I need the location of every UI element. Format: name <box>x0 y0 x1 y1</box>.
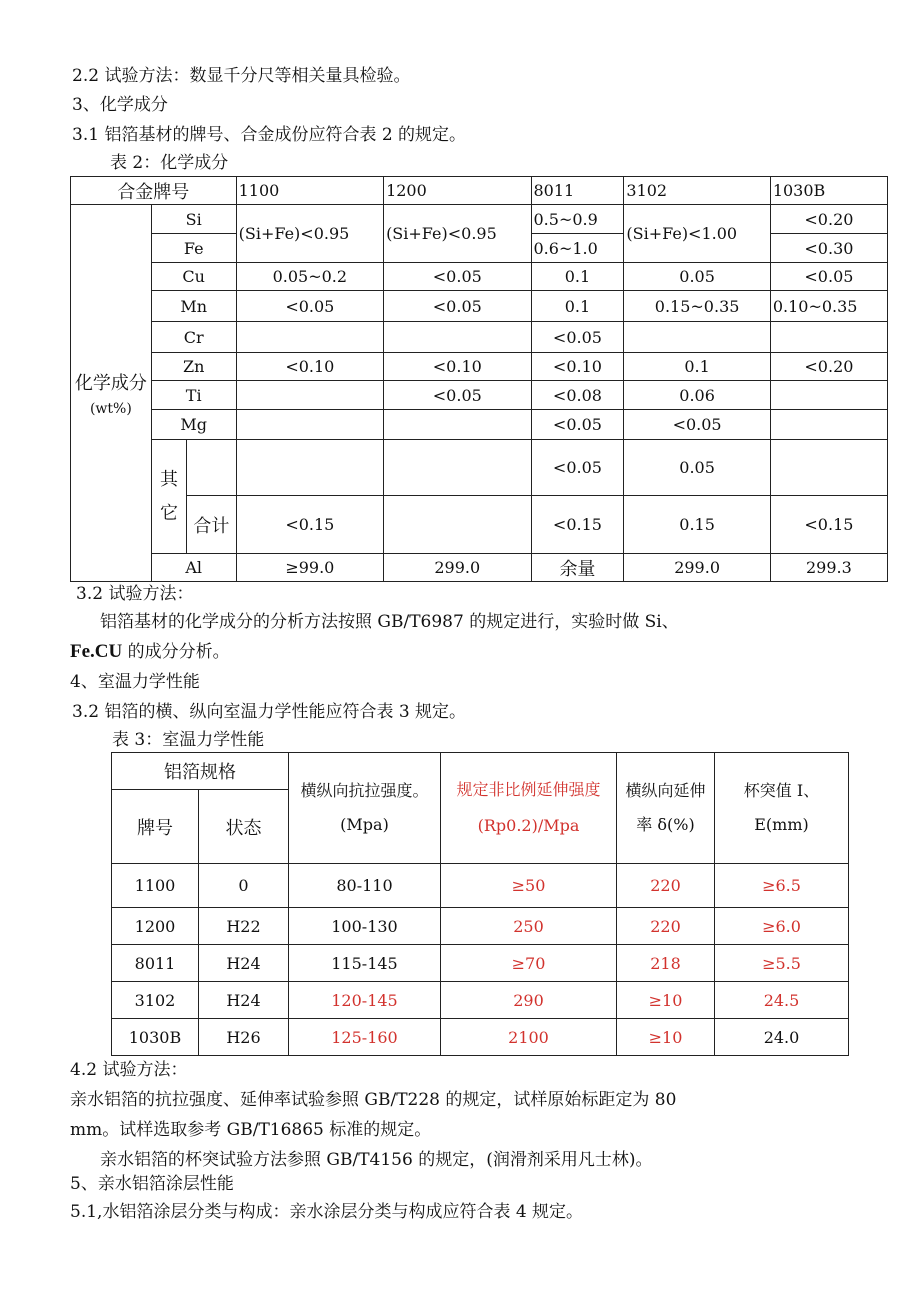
t3-r4-elong: ≥10 <box>617 982 715 1019</box>
t3-r4-tensile: 120-145 <box>289 982 441 1019</box>
cell-cu-3102: 0.05 <box>624 263 770 291</box>
t3-r4-grade: 3102 <box>112 982 199 1019</box>
cell-si-8011: 0.5~0.9 <box>531 205 624 234</box>
th-1200: 1200 <box>384 177 531 205</box>
t3-r3-elong: 218 <box>617 945 715 982</box>
t3-r5-proof: 2100 <box>441 1019 617 1056</box>
th-1100: 1100 <box>236 177 383 205</box>
cell-other-3102: 0.05 <box>624 440 770 496</box>
cell-fe-8011: 0.6~1.0 <box>531 234 624 263</box>
para-cup-method: 亲水铝箔的杯突试验方法参照 GB/T4156 的规定，(润滑剂采用凡士林)。 <box>100 1150 653 1170</box>
heading-chemical: 3、化学成分 <box>72 95 168 115</box>
cell-al-1100: ≥99.0 <box>236 554 383 582</box>
th-elong: 横纵向延伸率 δ(%) <box>617 753 715 864</box>
cell-al-1030b: 299.3 <box>770 554 887 582</box>
t3-r5-state: H26 <box>199 1019 289 1056</box>
t3-r2-grade: 1200 <box>112 908 199 945</box>
row-cu: Cu <box>151 263 236 291</box>
row-ti: Ti <box>151 381 236 410</box>
row-mg: Mg <box>151 410 236 440</box>
cell-si-1030b: <0.20 <box>770 205 887 234</box>
t3-r3-cup: ≥5.5 <box>715 945 849 982</box>
cell-ti-1200: <0.05 <box>384 381 531 410</box>
heading-mechanical: 4、室温力学性能 <box>70 672 200 692</box>
t3-r5-elong: ≥10 <box>617 1019 715 1056</box>
cell-total-3102: 0.15 <box>624 496 770 554</box>
para-5-1: 5.1,水铝箔涂层分类与构成：亲水涂层分类与构成应符合表 4 规定。 <box>70 1202 584 1222</box>
text-fecu: Fe.CU <box>70 641 123 662</box>
para-4-2: 4.2 试验方法： <box>70 1060 188 1080</box>
th-alloy: 合金牌号 <box>71 177 237 205</box>
cell-ti-1100 <box>236 381 383 410</box>
cell-other-1030b <box>770 440 887 496</box>
group-label-cell <box>71 205 152 582</box>
cell-fe-1030b: <0.30 <box>770 234 887 263</box>
t3-r5-grade: 1030B <box>112 1019 199 1056</box>
row-si: Si <box>151 205 236 234</box>
t3-r3-tensile: 115-145 <box>289 945 441 982</box>
row-fe: Fe <box>151 234 236 263</box>
para-tensile-method: 亲水铝箔的抗拉强度、延伸率试验参照 GB/T228 的规定，试样原始标距定为 80 <box>70 1090 677 1110</box>
cell-al-8011: 余量 <box>531 554 624 582</box>
cell-sife-1100: (Si+Fe)<0.95 <box>236 205 383 263</box>
th-tensile: 横纵向抗拉强度。(Mpa) <box>289 753 441 864</box>
t3-r3-state: H24 <box>199 945 289 982</box>
cell-ti-3102: 0.06 <box>624 381 770 410</box>
cell-zn-3102: 0.1 <box>624 353 770 381</box>
row-mn: Mn <box>151 291 236 322</box>
row-al: Al <box>151 554 236 582</box>
cell-sife-1200: (Si+Fe)<0.95 <box>384 205 531 263</box>
t3-r1-proof: ≥50 <box>441 864 617 908</box>
t3-r2-elong: 220 <box>617 908 715 945</box>
cell-zn-1030b: <0.20 <box>770 353 887 381</box>
group-label: 化学成分 <box>74 373 147 394</box>
cell-ti-8011: <0.08 <box>531 381 624 410</box>
cell-mn-3102: 0.15~0.35 <box>624 291 770 322</box>
table-mechanical-properties <box>111 752 849 1056</box>
para-3-2: 3.2 试验方法： <box>76 584 194 604</box>
text-fecu-rest: 的成分分析。 <box>122 642 230 662</box>
cell-al-3102: 299.0 <box>624 554 770 582</box>
cell-mg-1030b <box>770 410 887 440</box>
cell-cu-1100: 0.05~0.2 <box>236 263 383 291</box>
group-unit: (wt%) <box>89 401 132 417</box>
cell-total-1200 <box>384 496 531 554</box>
row-other-a: 其 <box>159 468 178 490</box>
cell-total-1100: <0.15 <box>236 496 383 554</box>
row-other-b: 它 <box>159 502 178 524</box>
row-zn: Zn <box>151 353 236 381</box>
t3-r1-grade: 1100 <box>112 864 199 908</box>
cell-zn-1200: <0.10 <box>384 353 531 381</box>
t3-r3-grade: 8011 <box>112 945 199 982</box>
row-total: 合计 <box>187 496 237 554</box>
cell-mn-1200: <0.05 <box>384 291 531 322</box>
th-cup: 杯突值 I、E(mm) <box>715 753 849 864</box>
cell-mn-8011: 0.1 <box>531 291 624 322</box>
th-1030b: 1030B <box>770 177 887 205</box>
t3-r2-tensile: 100-130 <box>289 908 441 945</box>
cell-other-8011: <0.05 <box>531 440 624 496</box>
t3-r4-proof: 290 <box>441 982 617 1019</box>
cell-ti-1030b <box>770 381 887 410</box>
heading-coating: 5、亲水铝箔涂层性能 <box>70 1174 234 1194</box>
para-tensile-method-cont: mm。试样选取参考 GB/T16865 标准的规定。 <box>70 1120 432 1140</box>
cell-mg-8011: <0.05 <box>531 410 624 440</box>
cell-mg-3102: <0.05 <box>624 410 770 440</box>
cell-other-1100 <box>236 440 383 496</box>
th-state: 状态 <box>199 790 289 864</box>
para-3-1: 3.1 铝箔基材的牌号、合金成份应符合表 2 的规定。 <box>72 125 467 145</box>
para-3-2-mech: 3.2 铝箔的横、纵向室温力学性能应符合表 3 规定。 <box>72 702 467 722</box>
cell-mg-1100 <box>236 410 383 440</box>
th-8011: 8011 <box>531 177 624 205</box>
cell-cu-8011: 0.1 <box>531 263 624 291</box>
cell-other-blank <box>187 440 237 496</box>
t3-r2-state: H22 <box>199 908 289 945</box>
para-test-method-2-2: 2.2 试验方法：数显千分尺等相关量具检验。 <box>72 66 411 86</box>
cell-mn-1100: <0.05 <box>236 291 383 322</box>
table2-caption: 表 2：化学成分 <box>110 153 229 173</box>
cell-other-1200 <box>384 440 531 496</box>
cell-zn-8011: <0.10 <box>531 353 624 381</box>
th-spec: 铝箔规格 <box>112 753 289 790</box>
t3-r4-cup: 24.5 <box>715 982 849 1019</box>
row-other-label <box>151 440 186 554</box>
th-grade: 牌号 <box>112 790 199 864</box>
table-chemical-composition <box>70 176 888 582</box>
t3-r4-state: H24 <box>199 982 289 1019</box>
t3-r5-tensile: 125-160 <box>289 1019 441 1056</box>
para-analysis-cont <box>70 640 230 664</box>
cell-zn-1100: <0.10 <box>236 353 383 381</box>
cell-cr-3102 <box>624 322 770 353</box>
cell-cu-1200: <0.05 <box>384 263 531 291</box>
cell-total-1030b: <0.15 <box>770 496 887 554</box>
t3-r1-tensile: 80-110 <box>289 864 441 908</box>
th-3102: 3102 <box>624 177 770 205</box>
cell-cr-8011: <0.05 <box>531 322 624 353</box>
t3-r5-cup: 24.0 <box>715 1019 849 1056</box>
cell-sife-3102: (Si+Fe)<1.00 <box>624 205 770 263</box>
cell-total-8011: <0.15 <box>531 496 624 554</box>
cell-cr-1030b <box>770 322 887 353</box>
t3-r2-proof: 250 <box>441 908 617 945</box>
para-analysis: 铝箔基材的化学成分的分析方法按照 GB/T6987 的规定进行，实验时做 Si、 <box>100 612 679 632</box>
t3-r1-elong: 220 <box>617 864 715 908</box>
table3-caption: 表 3：室温力学性能 <box>112 730 265 750</box>
t3-r1-state: 0 <box>199 864 289 908</box>
row-cr: Cr <box>151 322 236 353</box>
t3-r2-cup: ≥6.0 <box>715 908 849 945</box>
cell-cu-1030b: <0.05 <box>770 263 887 291</box>
t3-r3-proof: ≥70 <box>441 945 617 982</box>
cell-cr-1100 <box>236 322 383 353</box>
t3-r1-cup: ≥6.5 <box>715 864 849 908</box>
cell-mn-1030b: 0.10~0.35 <box>770 291 887 322</box>
cell-al-1200: 299.0 <box>384 554 531 582</box>
cell-mg-1200 <box>384 410 531 440</box>
th-proof: 规定非比例延伸强度(Rp0.2)/Mpa <box>441 753 617 864</box>
cell-cr-1200 <box>384 322 531 353</box>
